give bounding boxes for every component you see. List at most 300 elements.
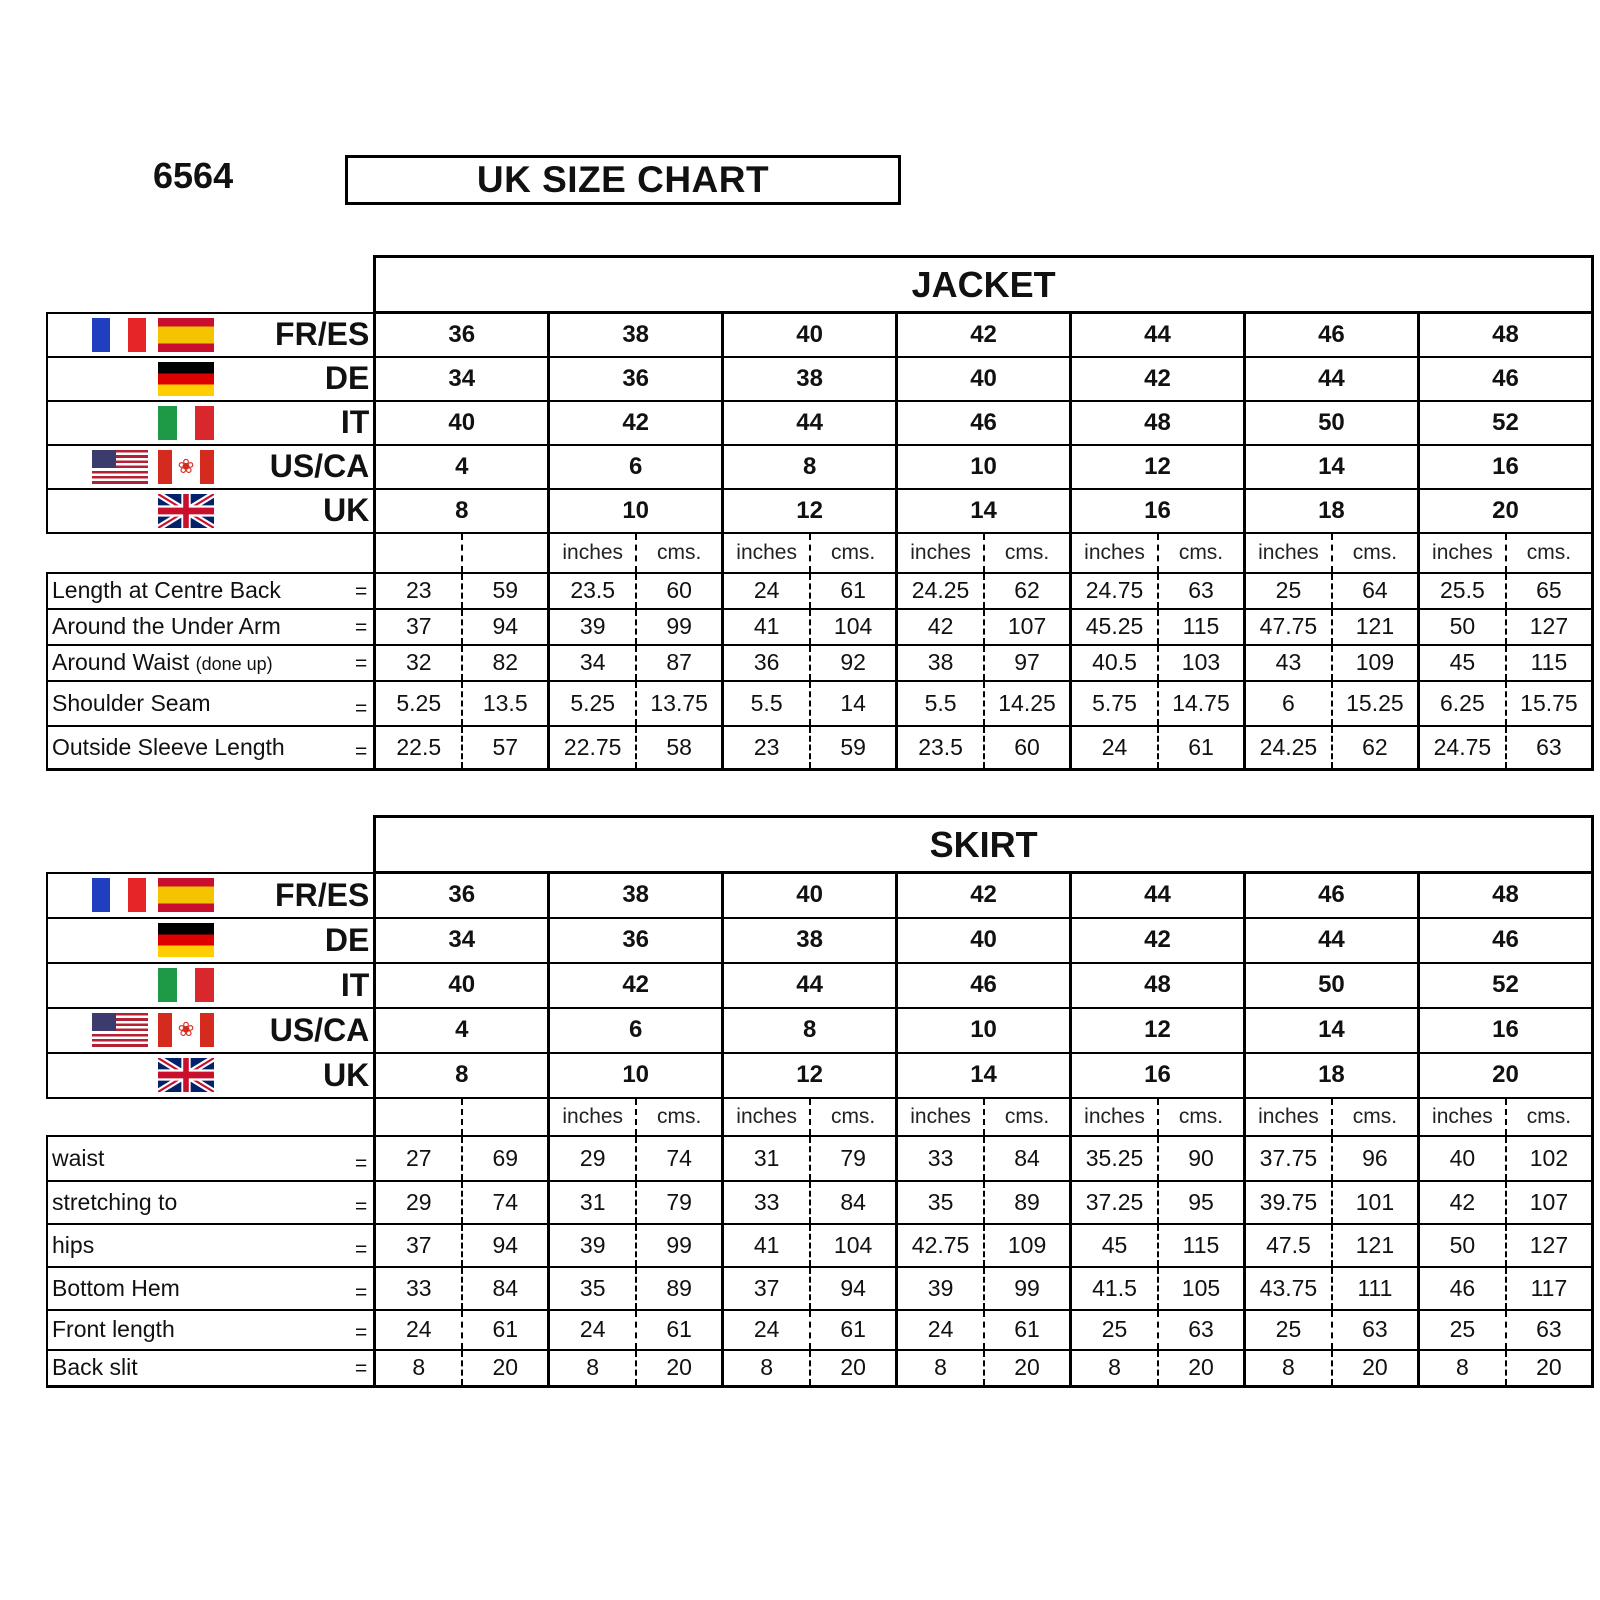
unit-inches-label: inches <box>723 533 810 573</box>
size-value: 48 <box>1418 873 1592 918</box>
measurement-label: Around the Under Arm = <box>47 609 375 645</box>
measurement-value: 25.5 <box>1418 573 1505 609</box>
size-value: 48 <box>1418 313 1592 357</box>
unit-cms-label: cms. <box>1158 1098 1244 1136</box>
measurement-value: 40.5 <box>1071 645 1158 681</box>
measurement-value: 111 <box>1332 1267 1418 1310</box>
measurement-value: 45.25 <box>1071 609 1158 645</box>
measurement-value: 79 <box>810 1136 896 1181</box>
size-value: 16 <box>1418 445 1592 489</box>
size-label-cell <box>47 873 375 918</box>
size-label-cell <box>47 357 375 401</box>
size-value: 14 <box>1244 1008 1418 1053</box>
measurement-value: 103 <box>1158 645 1244 681</box>
size-value: 38 <box>723 357 897 401</box>
size-value: 46 <box>1418 357 1592 401</box>
measurement-value: 25 <box>1244 573 1331 609</box>
measurement-value: 20 <box>1158 1350 1244 1387</box>
measurement-value: 20 <box>810 1350 896 1387</box>
measurement-value: 121 <box>1332 1224 1418 1267</box>
measurement-value: 41 <box>723 609 810 645</box>
size-value: 6 <box>549 1008 723 1053</box>
size-value: 36 <box>375 873 549 918</box>
unit-inches-label: inches <box>549 533 636 573</box>
size-value: 46 <box>897 401 1071 445</box>
usa-flag-icon <box>92 1013 148 1047</box>
measurement-value: 63 <box>1158 1310 1244 1350</box>
skirt-table <box>46 815 1594 1388</box>
measurement-value: 41 <box>723 1224 810 1267</box>
unit-inches-label: inches <box>723 1098 810 1136</box>
unit-cms-label: cms. <box>636 1098 722 1136</box>
measurement-value: 45 <box>1071 1224 1158 1267</box>
measurement-value: 79 <box>636 1181 722 1224</box>
size-value: 18 <box>1244 1053 1418 1098</box>
size-row-4 <box>47 489 1593 533</box>
size-value: 14 <box>897 489 1071 533</box>
measurement-value: 115 <box>1506 645 1593 681</box>
measurement-value: 37.75 <box>1244 1136 1331 1181</box>
measurement-value: 20 <box>1506 1350 1593 1387</box>
measurement-label: waist = <box>47 1136 375 1181</box>
measurement-value: 101 <box>1332 1181 1418 1224</box>
measurement-value: 14.75 <box>1158 681 1244 726</box>
measurement-value: 43 <box>1244 645 1331 681</box>
unit-cms-label <box>462 1098 548 1136</box>
measurement-value: 8 <box>897 1350 984 1387</box>
measurement-value: 40 <box>1418 1136 1505 1181</box>
size-label-cell <box>47 963 375 1008</box>
measurement-value: 84 <box>984 1136 1070 1181</box>
size-value: 44 <box>1071 873 1245 918</box>
unit-inches-label: inches <box>1418 1098 1505 1136</box>
france-flag-icon <box>92 878 146 912</box>
size-value: 48 <box>1071 963 1245 1008</box>
measurement-value: 50 <box>1418 609 1505 645</box>
canada-flag-icon: ❀ <box>158 450 214 484</box>
measurement-value: 46 <box>1418 1267 1505 1310</box>
measurement-value: 34 <box>549 645 636 681</box>
measurement-value: 104 <box>810 1224 896 1267</box>
measurement-value: 33 <box>897 1136 984 1181</box>
size-row-0 <box>47 313 1593 357</box>
size-value: 52 <box>1418 401 1592 445</box>
measurement-value: 63 <box>1158 573 1244 609</box>
germany-flag-icon <box>158 362 214 396</box>
measurement-value: 61 <box>984 1310 1070 1350</box>
size-value: 40 <box>897 918 1071 963</box>
measurement-value: 5.25 <box>375 681 462 726</box>
measurement-value: 35 <box>549 1267 636 1310</box>
measurement-value: 99 <box>984 1267 1070 1310</box>
size-value: 42 <box>1071 918 1245 963</box>
measurement-value: 127 <box>1506 1224 1593 1267</box>
size-label-cell <box>47 918 375 963</box>
measurement-value: 74 <box>462 1181 548 1224</box>
measurement-value: 84 <box>462 1267 548 1310</box>
measurement-value: 45 <box>1418 645 1505 681</box>
size-value: 20 <box>1418 1053 1592 1098</box>
size-value: 8 <box>375 1053 549 1098</box>
size-system-label: DE <box>324 360 370 396</box>
germany-flag-icon <box>158 923 214 957</box>
size-value: 38 <box>549 873 723 918</box>
unit-cms-label: cms. <box>1332 533 1418 573</box>
measurement-value: 25 <box>1418 1310 1505 1350</box>
measurement-value: 62 <box>1332 726 1418 770</box>
measurement-value: 23.5 <box>549 573 636 609</box>
size-value: 40 <box>897 357 1071 401</box>
size-system-label: IT <box>340 404 370 440</box>
unit-cms-label: cms. <box>1158 533 1244 573</box>
measurement-value: 6.25 <box>1418 681 1505 726</box>
measurement-value: 69 <box>462 1136 548 1181</box>
unit-inches-label: inches <box>1244 1098 1331 1136</box>
measurement-row <box>47 645 1593 681</box>
measurement-value: 37.25 <box>1071 1181 1158 1224</box>
measurement-value: 13.5 <box>462 681 548 726</box>
measurement-label: Length at Centre Back = <box>47 573 375 609</box>
size-value: 36 <box>549 357 723 401</box>
measurement-value: 115 <box>1158 609 1244 645</box>
measurement-value: 29 <box>375 1181 462 1224</box>
measurement-value: 8 <box>375 1350 462 1387</box>
measurement-value: 99 <box>636 609 722 645</box>
unit-cms-label: cms. <box>1332 1098 1418 1136</box>
measurement-value: 39 <box>549 609 636 645</box>
measurement-value: 24 <box>375 1310 462 1350</box>
measurement-value: 74 <box>636 1136 722 1181</box>
measurement-value: 23 <box>375 573 462 609</box>
measurement-value: 15.25 <box>1332 681 1418 726</box>
italy-flag-icon <box>158 968 214 1002</box>
measurement-value: 84 <box>810 1181 896 1224</box>
size-value: 36 <box>375 313 549 357</box>
measurement-value: 22.5 <box>375 726 462 770</box>
measurement-value: 90 <box>1158 1136 1244 1181</box>
unit-cms-label: cms. <box>636 533 722 573</box>
measurement-value: 24.25 <box>897 573 984 609</box>
measurement-value: 25 <box>1071 1310 1158 1350</box>
measurement-value: 6 <box>1244 681 1331 726</box>
measurement-row <box>47 726 1593 770</box>
measurement-label: Outside Sleeve Length = <box>47 726 375 770</box>
measurement-value: 13.75 <box>636 681 722 726</box>
unit-inches-label: inches <box>897 533 984 573</box>
measurement-value: 24 <box>549 1310 636 1350</box>
unit-inches-label <box>375 533 462 573</box>
measurement-value: 24 <box>1071 726 1158 770</box>
size-value: 12 <box>1071 1008 1245 1053</box>
unit-inches-label: inches <box>897 1098 984 1136</box>
measurement-value: 39 <box>549 1224 636 1267</box>
measurement-value: 61 <box>810 1310 896 1350</box>
measurement-value: 104 <box>810 609 896 645</box>
measurement-value: 31 <box>723 1136 810 1181</box>
size-value: 42 <box>549 401 723 445</box>
measurement-value: 117 <box>1506 1267 1593 1310</box>
size-value: 40 <box>375 963 549 1008</box>
measurement-value: 8 <box>1244 1350 1331 1387</box>
measurement-value: 20 <box>636 1350 722 1387</box>
size-system-label: FR/ES <box>275 316 370 352</box>
measurement-value: 35.25 <box>1071 1136 1158 1181</box>
measurement-value: 61 <box>462 1310 548 1350</box>
measurement-value: 105 <box>1158 1267 1244 1310</box>
size-value: 48 <box>1071 401 1245 445</box>
measurement-value: 14 <box>810 681 896 726</box>
size-label-cell <box>47 1053 375 1098</box>
measurement-value: 27 <box>375 1136 462 1181</box>
measurement-value: 47.75 <box>1244 609 1331 645</box>
size-value: 34 <box>375 357 549 401</box>
size-value: 12 <box>723 1053 897 1098</box>
size-value: 16 <box>1418 1008 1592 1053</box>
measurement-value: 33 <box>375 1267 462 1310</box>
size-system-label: UK <box>323 492 370 528</box>
size-value: 38 <box>549 313 723 357</box>
size-value: 40 <box>375 401 549 445</box>
measurement-value: 8 <box>723 1350 810 1387</box>
size-label-cell <box>47 1008 375 1053</box>
measurement-value: 59 <box>462 573 548 609</box>
measurement-value: 127 <box>1506 609 1593 645</box>
measurement-row <box>47 1181 1593 1224</box>
measurement-value: 32 <box>375 645 462 681</box>
size-value: 34 <box>375 918 549 963</box>
measurement-label: hips = <box>47 1224 375 1267</box>
product-code: 6564 <box>153 155 234 196</box>
size-system-label: IT <box>340 966 370 1003</box>
size-value: 4 <box>375 445 549 489</box>
measurement-value: 94 <box>462 1224 548 1267</box>
measurement-value: 42 <box>1418 1181 1505 1224</box>
size-value: 16 <box>1071 489 1245 533</box>
size-value: 14 <box>897 1053 1071 1098</box>
measurement-value: 20 <box>462 1350 548 1387</box>
size-value: 42 <box>549 963 723 1008</box>
size-value: 40 <box>723 313 897 357</box>
measurement-value: 63 <box>1506 726 1593 770</box>
size-value: 40 <box>723 873 897 918</box>
spain-flag-icon <box>158 878 214 912</box>
canada-flag-icon: ❀ <box>158 1013 214 1047</box>
measurement-value: 37 <box>375 1224 462 1267</box>
measurement-row <box>47 1310 1593 1350</box>
measurement-value: 5.75 <box>1071 681 1158 726</box>
measurement-value: 63 <box>1332 1310 1418 1350</box>
measurement-value: 25 <box>1244 1310 1331 1350</box>
unit-cms-label: cms. <box>810 533 896 573</box>
spain-flag-icon <box>158 318 214 352</box>
size-row-2 <box>47 963 1593 1008</box>
size-value: 6 <box>549 445 723 489</box>
size-label-cell <box>47 489 375 533</box>
measurement-value: 8 <box>1071 1350 1158 1387</box>
size-value: 52 <box>1418 963 1592 1008</box>
measurement-value: 82 <box>462 645 548 681</box>
measurement-value: 24.25 <box>1244 726 1331 770</box>
measurement-row <box>47 609 1593 645</box>
measurement-value: 115 <box>1158 1224 1244 1267</box>
size-label-cell <box>47 401 375 445</box>
size-system-label: US/CA <box>269 1011 370 1048</box>
measurement-value: 20 <box>1332 1350 1418 1387</box>
measurement-value: 64 <box>1332 573 1418 609</box>
measurement-value: 38 <box>897 645 984 681</box>
measurement-value: 35 <box>897 1181 984 1224</box>
measurement-value: 47.5 <box>1244 1224 1331 1267</box>
uk-flag-icon <box>158 494 214 528</box>
measurement-value: 61 <box>810 573 896 609</box>
measurement-value: 61 <box>1158 726 1244 770</box>
measurement-value: 89 <box>636 1267 722 1310</box>
size-row-0 <box>47 873 1593 918</box>
size-value: 46 <box>1244 873 1418 918</box>
measurement-row <box>47 1224 1593 1267</box>
size-value: 12 <box>1071 445 1245 489</box>
size-value: 10 <box>549 1053 723 1098</box>
measurement-value: 50 <box>1418 1224 1505 1267</box>
size-value: 4 <box>375 1008 549 1053</box>
size-value: 14 <box>1244 445 1418 489</box>
size-value: 16 <box>1071 1053 1245 1098</box>
measurement-value: 109 <box>984 1224 1070 1267</box>
unit-inches-label <box>375 1098 462 1136</box>
size-value: 44 <box>1244 357 1418 401</box>
measurement-value: 39 <box>897 1267 984 1310</box>
measurement-value: 94 <box>810 1267 896 1310</box>
size-value: 20 <box>1418 489 1592 533</box>
measurement-value: 97 <box>984 645 1070 681</box>
measurement-value: 31 <box>549 1181 636 1224</box>
size-value: 46 <box>1418 918 1592 963</box>
measurement-value: 24.75 <box>1418 726 1505 770</box>
measurement-label: Shoulder Seam = <box>47 681 375 726</box>
measurement-value: 57 <box>462 726 548 770</box>
size-value: 46 <box>1244 313 1418 357</box>
size-value: 42 <box>897 873 1071 918</box>
unit-inches-label: inches <box>1418 533 1505 573</box>
measurement-value: 107 <box>984 609 1070 645</box>
measurement-value: 42 <box>897 609 984 645</box>
unit-cms-label: cms. <box>984 533 1070 573</box>
measurement-value: 36 <box>723 645 810 681</box>
measurement-value: 37 <box>375 609 462 645</box>
size-row-3 <box>47 1008 1593 1053</box>
size-row-4 <box>47 1053 1593 1098</box>
measurement-value: 43.75 <box>1244 1267 1331 1310</box>
size-label-cell <box>47 445 375 489</box>
unit-cms-label: cms. <box>810 1098 896 1136</box>
measurement-value: 5.5 <box>723 681 810 726</box>
italy-flag-icon <box>158 406 214 440</box>
measurement-value: 62 <box>984 573 1070 609</box>
measurement-value: 24.75 <box>1071 573 1158 609</box>
measurement-value: 59 <box>810 726 896 770</box>
measurement-value: 41.5 <box>1071 1267 1158 1310</box>
measurement-value: 61 <box>636 1310 722 1350</box>
measurement-value: 8 <box>549 1350 636 1387</box>
measurement-value: 60 <box>984 726 1070 770</box>
size-row-1 <box>47 918 1593 963</box>
measurement-value: 14.25 <box>984 681 1070 726</box>
unit-inches-label: inches <box>1071 1098 1158 1136</box>
measurement-row <box>47 681 1593 726</box>
size-row-3 <box>47 445 1593 489</box>
unit-cms-label <box>462 533 548 573</box>
uk-flag-icon <box>158 1058 214 1092</box>
measurement-value: 24 <box>897 1310 984 1350</box>
unit-cms-label: cms. <box>1506 533 1593 573</box>
measurement-value: 95 <box>1158 1181 1244 1224</box>
size-value: 44 <box>1244 918 1418 963</box>
measurement-value: 5.25 <box>549 681 636 726</box>
size-value: 50 <box>1244 401 1418 445</box>
size-label-cell <box>47 313 375 357</box>
size-value: 38 <box>723 918 897 963</box>
measurement-label: Bottom Hem = <box>47 1267 375 1310</box>
measurement-value: 107 <box>1506 1181 1593 1224</box>
measurement-value: 8 <box>1418 1350 1505 1387</box>
unit-inches-label: inches <box>1071 533 1158 573</box>
measurement-row <box>47 1267 1593 1310</box>
size-value: 42 <box>897 313 1071 357</box>
measurement-value: 37 <box>723 1267 810 1310</box>
measurement-value: 92 <box>810 645 896 681</box>
unit-cms-label: cms. <box>1506 1098 1593 1136</box>
measurement-label: Front length = <box>47 1310 375 1350</box>
measurement-value: 99 <box>636 1224 722 1267</box>
size-value: 44 <box>723 401 897 445</box>
measurement-value: 94 <box>462 609 548 645</box>
measurement-value: 109 <box>1332 645 1418 681</box>
size-value: 10 <box>897 1008 1071 1053</box>
measurement-value: 42.75 <box>897 1224 984 1267</box>
measurement-row <box>47 573 1593 609</box>
measurement-value: 63 <box>1506 1310 1593 1350</box>
measurement-value: 96 <box>1332 1136 1418 1181</box>
measurement-value: 24 <box>723 573 810 609</box>
size-row-2 <box>47 401 1593 445</box>
jacket-heading: JACKET <box>375 257 1593 313</box>
size-row-1 <box>47 357 1593 401</box>
size-value: 8 <box>723 1008 897 1053</box>
size-system-label: DE <box>324 921 370 958</box>
size-system-label: UK <box>323 1056 370 1093</box>
size-value: 44 <box>1071 313 1245 357</box>
size-value: 8 <box>375 489 549 533</box>
measurement-value: 20 <box>984 1350 1070 1387</box>
unit-cms-label: cms. <box>984 1098 1070 1136</box>
size-value: 36 <box>549 918 723 963</box>
measurement-value: 39.75 <box>1244 1181 1331 1224</box>
measurement-value: 5.5 <box>897 681 984 726</box>
size-value: 42 <box>1071 357 1245 401</box>
measurement-row <box>47 1136 1593 1181</box>
size-value: 8 <box>723 445 897 489</box>
measurement-value: 121 <box>1332 609 1418 645</box>
size-value: 50 <box>1244 963 1418 1008</box>
measurement-value: 33 <box>723 1181 810 1224</box>
unit-inches-label: inches <box>549 1098 636 1136</box>
france-flag-icon <box>92 318 146 352</box>
measurement-value: 58 <box>636 726 722 770</box>
size-value: 12 <box>723 489 897 533</box>
measurement-value: 24 <box>723 1310 810 1350</box>
size-system-label: US/CA <box>269 448 370 484</box>
measurement-value: 29 <box>549 1136 636 1181</box>
